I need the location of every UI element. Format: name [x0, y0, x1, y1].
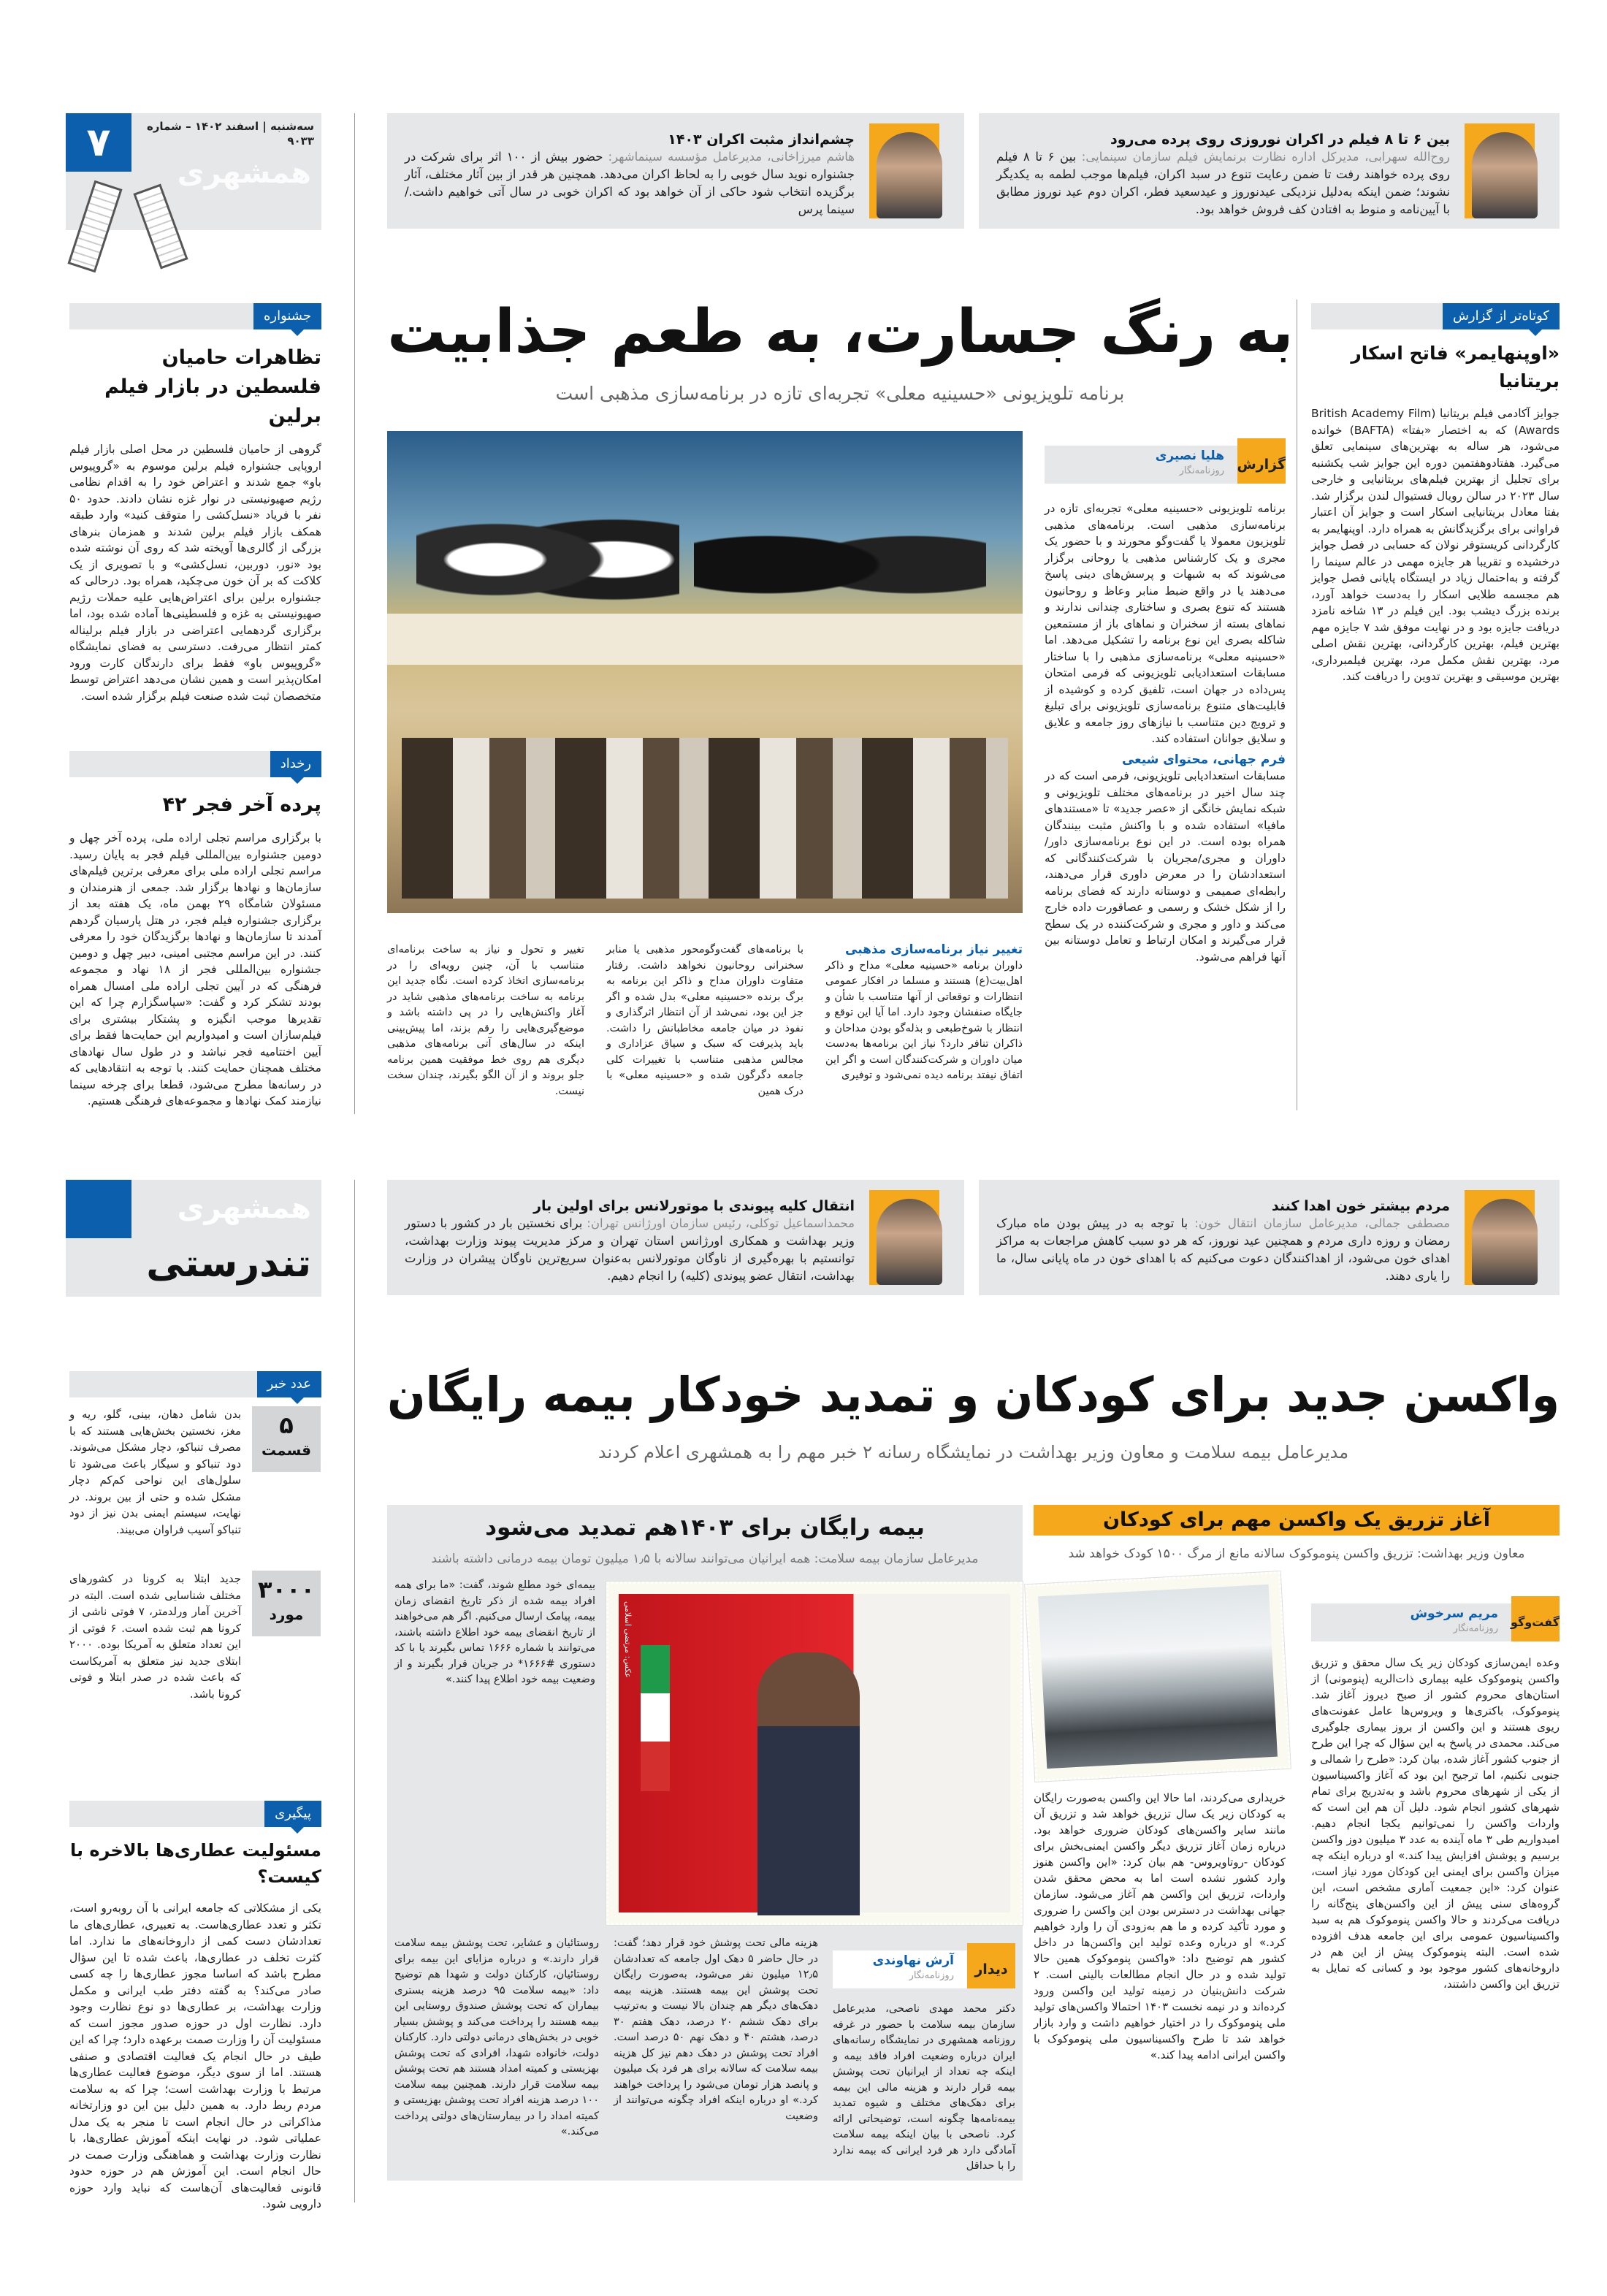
- stat-box-3000: ۳۰۰۰ مورد: [252, 1571, 321, 1636]
- byline-interview: گفت‌و‌گو مریم سرخوش روزنامه‌نگار: [1311, 1603, 1560, 1641]
- headline-bafta: «اوپنهایمر» فاتح اسکار بریتانیا: [1351, 343, 1560, 392]
- article-herbalists: یکی از مشکلاتی که جامعه ایرانی با آن روبه‌رو است، تکثر و تعدد عطاری‌هاست. به تعبیری، عطاری‌های ما تعدادشان دست کمی از داروخانه‌های ما ندارد. اما کثرت تخلف در عطاری‌ها، باعث شده تا این سؤال مطرح باشد که اساسا مجوز عطاری‌ها را چه کسی صادر می‌کند؟ به گفته دفتر طب ایرانی و مکمل وزارت بهداشت، بر عطاری‌ها دو نوع نظارت وجود دارد. نظارت اول در حوزه صدور مجوز است که مسئولیت آن را وزارت صمت برعهده دارد؛ چرا که این طیف در حال انجام یک فعالیت اقتصادی و صنفی هستند. اما از سوی دیگر، موضوع فعالیت عطاری‌ها مرتبط با وزارت بهداشت است؛ چرا که به سلامت مردم ربط دارد. به همین دلیل بین این دو وزارتخانه مذاکراتی در حال انجام است تا منجر به یک مدل عملیاتی شود. در نهایت اینکه آموزش عطاری‌ها، با نظارت وزارت بهداشت و هماهنگی وزارت صمت در حال انجام است. این آموزش هم در حوزه حدود قانونی فعالیت‌های آن‌هاست که نباید وارد حوزه دارویی شود.: [69, 1902, 321, 2211]
- insurance-headline-wrap: [387, 1512, 1023, 1544]
- insurance-article: [387, 1505, 1023, 2181]
- vaccine-subtitle-wrap: [1034, 1545, 1560, 1564]
- insurance-col-3: روستائیان و عشایر، تحت پوشش بیمه سلامت قرار دارند.» و درباره مزایای این بیمه برای روستائیان، کارکنان دولت و شهدا هم توضیح داد: «بیمه سلامت ۹۵ درصد هزینه بستری بیماران که تحت پوشش صندوق روستایی این بیمه هستند را پرداخت می‌کند و پوشش بسیار خوبی در بخش‌های درمانی دولتی دارد. کارکنان دولت، خانواده شهدا، افرادی که تحت پوشش بهزیستی و کمیته امداد هستند هم تحت پوشش بیمه سلامت قرار دارند. همچنین بیمه سلامت ۱۰۰ درصد هزینه افراد تحت پوشش بهزیستی و کمیته امداد را در بیمارستان‌های دولتی پرداخت می‌کند.»: [394, 1937, 599, 2137]
- insurance-photo-stamp: [606, 1582, 1023, 1925]
- vaccine-subtitle: معاون وزیر بهداشت: تزریق واکسن پنوموکوک سالانه مانع از مرگ ۱۵۰۰ کودک خواهد شد: [1068, 1546, 1525, 1561]
- kicker-short-report: کوتاه‌تر از گزارش: [1311, 303, 1560, 329]
- article-herbalists-block: [69, 1837, 321, 2211]
- section-masthead: [66, 1180, 321, 1297]
- lead-headline: به رنگ جسارت، به طعم جذابیت: [386, 297, 1294, 367]
- byline-meeting: دیدار آرش نهاوندی روزنامه‌نگار: [833, 1950, 1015, 1988]
- brand-logo: همشهری: [177, 156, 311, 190]
- article-berlin-block: [69, 343, 321, 703]
- lead-headline-wrap: [387, 292, 1293, 374]
- portrait-photo: [1465, 1190, 1535, 1285]
- quote-box-nowruz: [979, 113, 1560, 229]
- kicker-number-news: عدد خبر: [69, 1371, 321, 1397]
- article-berlin: گروهی از حامیان فلسطین در محل اصلی بازار فیلم اروپایی جشنواره فیلم برلین موسوم به «گروپیوس باو» جمع شدند و اعتراض خود را به اقدام نظامی رژیم صهیونیستی در نوار غزه نشان دادند. حدود ۵۰ نفر با فریاد «نسل‌کشی را متوقف کنید» وارد طبقه همکف بازار فیلم برلین شدند و همزمان بنرهای بزرگی از گالری‌ها آویخته شد که روی آن نوشته شده بود «نور، دوربین، نسل‌کشی» و با تصویری از یک کلاکت که بر آن خون می‌چکید، همراه بود. درحالی که جشنواره برلین برای اعتراض‌هایی علیه حملات رژیم صهیونیستی به غزه و فلسطینی‌ها آماده شده بود، اما برگزاری گردهمایی اعتراضی در بازار فیلم برلیناله کمتر انتظار می‌رفت. دسترسی به فضای نمایشگاه «گروپیوس باو» فقط برای دارندگان کارت ورود امکان‌پذیر است و همین نشان می‌دهد اعتراض توسط متخصصان ثبت شده صنعت فیلم برگزار شده است.: [69, 443, 321, 703]
- quote-text: بین ۶ تا ۸ فیلم روی پرده خواهند رفت تا ضمن رعایت تنوع در سبد اکران، فیلم‌ها موجب لطمه به یکدیگر نشوند؛ ضمن اینکه به‌دلیل نزدیکی عیدنوروز و عیدسعید فطر، اکران دوم عید نوروز مطابق با آیین‌نامه و منوط به افتادن کف فروش خواهد بود.: [996, 150, 1450, 216]
- insurance-col-top: بیمه‌ای خود مطلع شوند، گفت: «ما برای همه افراد بیمه شده از ذکر تاریخ انقضای زمان بیمه، پیامک ارسال می‌کنیم. اگر هم می‌خواهند از تاریخ انقضای بیمه خود اطلاع داشته باشند، می‌توانند با شماره ۱۶۶۶ تماس بگیرند یا با کد دستوری #۱۶۶۶* در جریان قرار بگیرند و از وضعیت بیمه خود اطلاع پیدا کنند.»: [394, 1579, 595, 1685]
- photo-credit: عکس: مرتضی اسلامی: [623, 1601, 633, 1678]
- brand-logo: همشهری: [177, 1191, 311, 1225]
- quote-title: چشم‌انداز مثبت اکران ۱۴۰۳: [668, 131, 855, 148]
- quote-speaker: روح‌الله سهرابی، مدیرکل اداره نظارت برنمایش فیلم سازمان سینمایی:: [1081, 150, 1451, 164]
- paragraph: برنامه تلویزیونی «حسینیه معلی» تجربه‌ای تازه در برنامه‌سازی مذهبی است. برنامه‌های مذهبی تلویزیون معمولا یا گفت‌وگو محورند و با حضور یک مجری و یک کارشناس مذهبی یا روحانی برگزار می‌شوند که به شبهات و پرسش‌های دینی پاسخ می‌دهند یا در واقع ضبط منابر وعاظ و روحانیون هستند که تنوع بصری و ساختاری چندانی ندارند و نماهای بسته از سخنران و نماهای باز از مستمعین شاکله بصری این نوع برنامه را تشکیل می‌دهد. اما «حسینیه معلی» برنامه‌سازی مذهبی را با ساختار مسابقات استعدادیابی تلویزیونی که فرمی امتحان پس‌داده در جهان است، تلفیق کرده و کوشیده از قابلیت‌های متنوع برنامه‌سازی تلویزیونی برای تبلیغ و ترویج دین متناسب با نیازهای روز جامعه و علایق و سلایق جوانان استفاده کند.: [1045, 502, 1286, 745]
- quote-box-kidney: [387, 1180, 964, 1295]
- lead-col-c: تغییر و تحول و نیاز به ساخت برنامه‌ای متناسب با آن، چنین رویه‌ای را در برنامه‌سازی اتخاذ کرده است. نگاه جدید این برنامه به ساخت برنامه‌های مذهبی شاید در آغاز واکنش‌هایی را در پی داشته باشد و موضع‌گیری‌هایی را رقم بزند، اما پیش‌بینی اینکه در سال‌های آتی برنامه‌های مذهبی دیگری هم روی خط موفقیت همین برنامه جلو بروند و از آن الگو بگیرند، چندان سخت نیست.: [387, 944, 584, 1097]
- stat-box-5: ۵ قسمت: [252, 1406, 321, 1472]
- kicker-festival: جشنواره: [69, 303, 321, 329]
- film-strip-logo: [133, 183, 188, 269]
- lead-subtitle: برنامه تلویزیونی «حسینیه معلی» تجربه‌ای تازه در برنامه‌سازی مذهبی است: [555, 383, 1125, 404]
- quote-title: بین ۶ تا ۸ فیلم در اکران نوروزی روی پرده می‌رود: [1110, 131, 1450, 148]
- sidebar-divider: [354, 113, 355, 1114]
- insurance-subtitle-wrap: [394, 1550, 1015, 1569]
- stat-text-3000: جدید ابتلا به کرونا در کشورهای مختلف شناسایی شده است. البته در آخرین آمار ورلدمتر، ۷ فوتی ناشی از کرونا هم ثبت شده است. ۶ فوتی از این تعداد متعلق به آمریکا بوده. ۲۰۰۰ ابتلای جدید نیز متعلق به آمریکاست که باعث شده در صدر ابتلا و فوتی کرونا باشد.: [69, 1572, 241, 1701]
- insurance-col-1: دکتر محمد مهدی ناصحی، مدیرعامل سازمان بیمه سلامت با حضور در غرفه روزنامه همشهری در نمایشگاه رسانه‌های ایران درباره وضعیت افراد فاقد بیمه و اینکه چه تعداد از ایرانیان تحت پوشش بیمه قرار دارند و هزینه مالی این بیمه برای دهک‌های مختلف و شیوه تمدید بیمه‌نامه‌ها چگونه است، توضیحاتی ارائه کرد. ناصحی با بیان اینکه بیمه سلامت آمادگی دارد هر فرد ایرانی که بیمه ندارد را با حداقل: [833, 2003, 1015, 2172]
- stat-text-5: بدن شامل دهان، بینی، گلو، ریه و مغز، نخستین بخش‌هایی هستند که با مصرف تنباکو، دچار مشکل می‌شوند. دود تنباکو و سیگار باعث می‌شود تا سلول‌های این نواحی کم‌کم دچار مشکل شده و حتی از بین بروند. در نهایت، سیستم ایمنی بدن نیز از دود تنباکو آسیب فراوان می‌بیند.: [69, 1408, 241, 1536]
- insurance-photo: [619, 1594, 1010, 1912]
- date-line: سه‌شنبه | اسفند ۱۴۰۲ – شماره ۹۰۳۳: [146, 120, 314, 148]
- quote-box-blood: [979, 1180, 1560, 1295]
- article-bafta-block: [1311, 340, 1560, 1107]
- quote-text: برای نخستین بار در کشور با دستور وزیر بهداشت و همکاری اورژانس استان تهران و مرکز مدیریت پیوند وزارت بهداشت، توانستیم با بهره‌گیری از ناوگان موتورلانس به‌عنوان سریع‌ترین ناوگان پیشران در وزارت بهداشت، انتقال عضو پیوندی (کلیه) را انجام دهیم.: [405, 1216, 855, 1283]
- vaccine-photo-stamp: [1025, 1571, 1291, 1782]
- article-bafta: جوایز آکادمی فیلم بریتانیا (British Academy Film Awards) که به اختصار «بفتا» (BAFTA) خوانده می‌شود، هر ساله به بهترین‌های سینمایی تعلق می‌گیرد. هفتادوهفتمین دوره این جوایز شب یکشنبه برای تجلیل از بهترین فیلم‌های بریتانیایی و خارجی سال ۲۰۲۳ در سالن رویال فستیوال لندن برگزار شد. بفتا معادل بریتانیایی اسکار است و جوایز آن اعتبار فراوانی برای برگزیدگانش به همراه دارد. اوپنهایمر به کارگردانی کریستوفر نولان که حسابی در فصل جوایز درخشیده و تقریبا هر جایزه مهمی در عالم سینما را گرفته و به‌احتمال زیاد در ایستگاه پایانی فصل جوایز هم مجسمه طلایی اسکار را به‌دست خواهد آورد، برنده بزرگ دیشب بود. این فیلم در ۱۳ شاخه نامزد دریافت جایزه بود و در نهایت موفق شد ۷ جایزه مهم بهترین فیلم، بهترین کارگردانی، بهترین نقش اصلی مرد، بهترین نقش مکمل مرد، بهترین فیلمبرداری، بهترین موسیقی و بهترین تدوین را دریافت کند.: [1311, 407, 1560, 683]
- masthead-box: [66, 113, 321, 230]
- paragraph: داوران برنامه «حسینیه معلی» مداح و ذاکر اهل‌بیت(ع) هستند و مسلما در افکار عمومی انتظارات و توقعاتی از آنها متناسب با شأن و جایگاه صنفشان وجود دارد. اما آیا این توقع و انتظار با شوخ‌طبعی و بذله‌گو بودن مداحان و ذاکران تنافر دارد؟ نیاز این برنامه‌ها به‌دست میان داوران و شرکت‌کنندگان است و اگر این اتفاق نیفتد برنامه دیده نمی‌شود و توفیری: [825, 959, 1023, 1081]
- article-fajr: با برگزاری مراسم تجلی اراده ملی، پرده آخر چهل و دومین جشنواره بین‌المللی فیلم فجر به پایان رسید. مراسم تجلی اراده ملی برای معرفی برترین فیلم‌های سازمان‌ها و نهادها برگزار شد. جمعی از هنرمندان و مسئولان شامگاه ۲۹ بهمن ماه، یک هفته بعد از برگزاری جشنواره فیلم فجر، در هتل پارسیان گردهم آمدند تا سازمان‌ها و نهادها برگزیدگان خود را معرفی کنند. در این مراسم مجتبی امینی، دبیر چهل و دومین جشنواره بین‌المللی فجر از ۱۸ نهاد و مجموعه فرهنگی که در آیین تجلی اراده ملی امسال همراه بودند تشکر کرد و گفت: «سپاسگزارم چرا که این تقدیرها موجب انگیزه و پشتکار بیشتری برای فیلم‌سازان است و امیدواریم این حمایت‌ها فقط برای آیین اختتامیه فجر نباشد و در طول سال نهادهای مختلف همچنان حمایت کنند. با توجه به انتقادهایی که در رسانه‌ها مطرح می‌شود، قطعا برای چرخه سینما نیازمند کمک نهادها و مجموعه‌های فرهنگی هستیم.: [69, 831, 321, 1107]
- portrait-photo: [1465, 123, 1535, 218]
- health-headline: واکسن جدید برای کودکان و تمدید خودکار بیمه رایگان: [386, 1367, 1560, 1423]
- vaccine-photo: [1038, 1584, 1278, 1769]
- kicker-event: رخداد: [69, 751, 321, 777]
- health-headline-wrap: [387, 1362, 1560, 1430]
- paragraph: مسابقات استعدادیابی تلویزیونی، فرمی است که در چند سال اخیر در برنامه‌های مختلف تلویزیونی و شبکه نمایش خانگی از «عصر جدید» تا «مستند‌های مافیا» استفاده شده و با واکنش مثبت بینندگان همراه بوده است. در این نوع برنامه‌سازی داور/داوران و مجری/مجریان با شرکت‌کنندگانی که استعدادشان را در معرض داوری قرار می‌دهند، رابطه‌ای صمیمی و دوستانه دارند که فضای برنامه را از شکل خشک و رسمی و عصاقورت داده خارج می‌کند و داور و مجری و شرکت‌کننده در یک سطح قرار می‌گیرند و امکان ارتباط و تعامل دوستانه بین آنها فراهم می‌شود.: [1045, 769, 1286, 964]
- sidebar-divider: [354, 1180, 355, 2202]
- quote-speaker: محمداسماعیل توکلی، رئیس سازمان اورژانس تهران:: [587, 1216, 855, 1230]
- subheading: فرم جهانی، محتوای شیعی: [1121, 752, 1286, 767]
- vaccine-headline-bar: [1034, 1505, 1560, 1536]
- lead-photo-tv-show: [387, 431, 1023, 913]
- quote-text: با توجه به در پیش بودن ماه مبارک رمضان و روزه داری مردم و همچنین عید نوروز، که هر دو سبب کاهش مراجعات به مراکز اهدای خون می‌شود، از اهداکنندگان دعوت می‌کنیم که با اهدای خون در ماه پایانی سال، ما را یاری دهند.: [996, 1216, 1450, 1283]
- quote-title: مردم بیشتر خون اهدا کنند: [1271, 1198, 1450, 1214]
- portrait-photo: [869, 123, 939, 218]
- quote-text: حضور بیش از ۱۰۰ اثر برای شرکت در جشنواره نوید سال خوبی را به لحاظ اکران می‌دهد. همچنین هر قدر از بین آثار مختلف، آثار برگزیده انتخاب شود حاکی از آن خواهد بود که اکران خوبی در سال آتی خواهیم داشت./ سینما پرس: [405, 150, 855, 216]
- insurance-headline: بیمه رایگان برای ۱۴۰۳هم تمدید می‌شود: [485, 1514, 925, 1541]
- kicker-follow-up: پیگیری: [69, 1801, 321, 1827]
- insurance-subtitle: مدیرعامل سازمان بیمه سلامت: همه ایرانیان می‌توانند سالانه با ۱٫۵ میلیون تومان بیمه درمانی داشته باشند: [431, 1552, 979, 1566]
- quote-speaker: هاشم میرزاخانی، مدیرعامل مؤسسه سینماشهر:: [608, 150, 855, 164]
- vaccine-col-right: وعده ایمن‌سازی کودکان زیر یک سال محقق و تزریق واکسن پنوموکوک علیه بیماری ذات‌الریه (پنومونی) از استان‌های محروم کشور از صبح دیروز آغاز شد. پنوموکوک، باکتری‌ها و ویروس‌ها عامل عفونت‌های ریوی هستند و این واکسن از بروز بیماری جلوگیری می‌کند. محمدی در پاسخ به این سؤال که چرا این طرح از جنوب کشور آغاز شده، بیان کرد: «طرح را شمالی و جنوبی نکنیم، اما ترجیح این بود که آغاز واکسیناسیون از یکی از شهرهای محروم باشد و به‌تدریج برای تمام شهرهای کشور انجام شود. دلیل آن هم این است که واردات واکسن را نمی‌توانیم یکجا انجام دهیم. امیدواریم طی ۳ ماه آینده به عدد ۳ میلیون دوز واکسن برسیم و پوشش افزایش پیدا کند.» او درباره اینکه چه میزان واکسن برای ایمنی این کودکان مورد نیاز است، عنوان کرد: «این جمعیت آماری مشخص است، این گروه‌های سنی پیش از این واکسن‌های پنج‌گانه را دریافت می‌کردند و حالا واکسن پنوموکوک هم به سبد واکسیناسیون عمومی برای این جامعه هدف افزوده شده است. البته پنوموکوک پیش از این هم در داروخانه‌های کشور موجود بود و کسانی که تمایل به تزریق این واکسن داشتند،: [1311, 1656, 1560, 1991]
- portrait-photo: [869, 1190, 939, 1285]
- subheading: تغییر نیاز برنامه‌سازی مذهبی: [845, 942, 1023, 957]
- section-color-block: [66, 1180, 131, 1238]
- headline-fajr: پرده آخر فجر ۴۲: [162, 793, 321, 816]
- lead-col-a: [825, 942, 1023, 1107]
- quote-box-screening: [387, 113, 964, 229]
- article-fajr-block: [69, 790, 321, 1114]
- health-subtitle: مدیرعامل بیمه سلامت و معاون وزیر بهداشت در نمایشگاه رسانه ۲ خبر مهم را به همشهری اعلام کردند: [598, 1442, 1349, 1462]
- vaccine-headline: آغاز تزریق یک واکسن مهم برای کودکان: [1102, 1509, 1491, 1531]
- lead-subtitle-wrap: [387, 381, 1293, 408]
- quote-speaker: مصطفی جمالی، مدیرعامل سازمان انتقال خون:: [1194, 1216, 1450, 1230]
- insurance-col-2: هزینه مالی تحت پوشش خود قرار دهد؛ گفت: در حال حاضر ۵ دهک اول جامعه که تعدادشان ۱۲٫۵ میلیون نفر می‌شود، به‌صورت رایگان تحت پوشش این بیمه هستند. هزینه بیمه دهک‌های دیگر هم چندان بالا نیست و به‌ترتیب برای دهک ششم ۲۰ درصد، دهک هفتم ۳۰ درصد، هشتم ۴۰ و دهک نهم ۵۰ درصد است. افراد تحت پوشش در دهک دهم نیز کل هزینه بیمه سلامت که سالانه برای هر فرد یک میلیون و پانصد هزار تومان می‌شود را پرداخت خواهند کرد.» او درباره اینکه افراد چگونه می‌توانند از وضعیت: [614, 1937, 818, 2122]
- quote-title: انتقال کلیه پیوندی با موتورلانس برای اولین بار: [533, 1198, 855, 1214]
- lead-col-b: با برنامه‌های گفت‌وگومحور مذهبی یا منابر سخنرانی روحانیون نخواهد داشت. رفتار متفاوت داوران مداح و ذاکر این برنامه به برگ برنده «حسینیه معلی» بدل شده و اگر جز این بود، نمی‌شد از آن انتظار اثرگذاری و نفوذ در میان جامعه مخاطبانش را داشت. باید پذیرفت که سبک و سیاق عزاداری و مجالس مذهبی متناسب با تغییرات کلی جامعه دگرگون شده و «حسینیه معلی» با درک همین: [606, 944, 804, 1097]
- headline-berlin: تظاهرات حامیان فلسطین در بازار فیلم برلین: [104, 346, 321, 427]
- headline-herbalists: مسئولیت عطاری‌ها بالاخره با کیست؟: [70, 1840, 321, 1887]
- page-number: ۷: [66, 113, 131, 172]
- film-strip-logo-2: [67, 180, 122, 272]
- health-subtitle-wrap: [387, 1441, 1560, 1465]
- section-title: تندرستی: [146, 1242, 311, 1286]
- vaccine-col-left: خریداری می‌کردند، اما حالا این واکسن به‌صورت رایگان به کودکان زیر یک سال تزریق خواهد شد و تزریق آن مانند سایر واکسن‌های کودکان ضروری خواهد بود. درباره زمان آغاز تزریق دیگر واکسن ایمنی‌بخش برای کودکان -روتاویروس- هم بیان کرد: «این واکسن هنوز وارد کشور نشده است اما به محض محقق شدن واردات، تزریق این واکسن هم آغاز می‌شود. سازمان جهانی بهداشت در دسترس بودن این واکسن را ضروری و مورد تأکید کرده و ما هم به‌زودی آن را وارد خواهیم کرد.» او درباره وعده تولید این واکسن‌ها در داخل کشور هم توضیح داد: «واکسن پنوموکوک همین حالا تولید شده و در حال انجام مطالعات بالینی است. ۲ شرکت دانش‌بنیان در زمینه تولید این واکسن ورود کرده‌اند و در نیمه نخست ۱۴۰۳ احتمالا واکسن‌های تولید ملی پنوموکوک را در اختیار خواهیم داشت و وارد بازار خواهد شد تا طرح واکسیناسیون ملی پنوموکوک با واکسن ایرانی ادامه پیدا کند.»: [1034, 1791, 1286, 2062]
- lead-col-right: [1045, 500, 1286, 1107]
- byline-report: گزارش هلیا نصیری روزنامه‌نگار: [1045, 446, 1286, 484]
